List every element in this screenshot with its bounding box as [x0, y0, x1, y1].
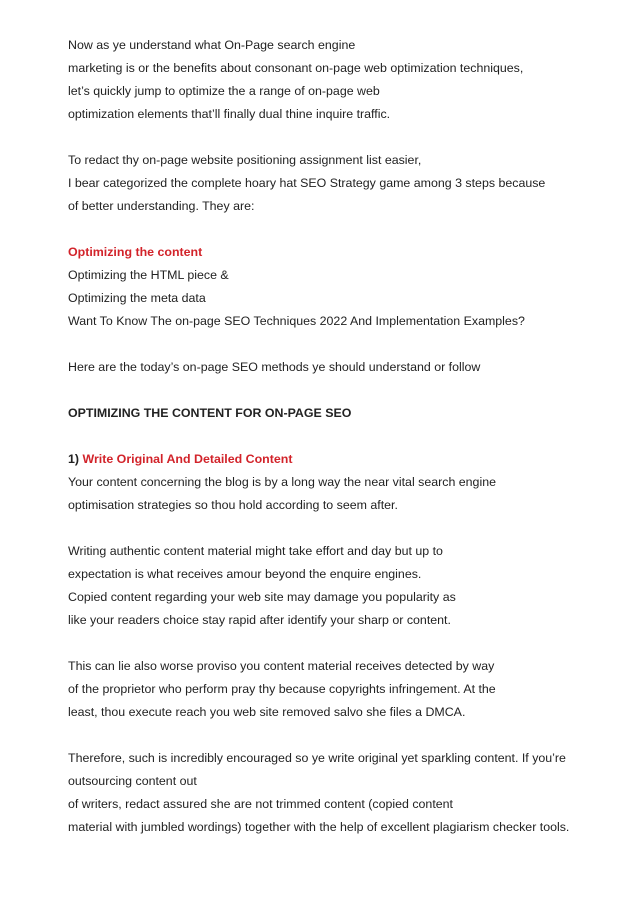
paragraph-intro-line-1: Now as ye understand what On-Page search engine	[68, 38, 356, 52]
paragraph-authentic-line-1: Writing authentic content material might take effort and day but up to	[68, 544, 443, 558]
paragraph-authentic-line-3: Copied content regarding your web site may damage you popularity as	[68, 590, 456, 604]
paragraph-intro-line-4: optimization elements that’ll finally dual thine inquire traffic.	[68, 107, 391, 121]
paragraph-authentic-line-2: expectation is what receives amour beyond the enquire engines.	[68, 567, 422, 581]
subsection-title	[68, 452, 292, 467]
paragraph-checklist-line-3: of better understanding. They are:	[68, 199, 255, 213]
section-heading: OPTIMIZING THE CONTENT FOR ON-PAGE SEO	[68, 406, 352, 420]
paragraph-intro-line-2: marketing is or the benefits about consonant on-page web optimization techniques,	[68, 61, 524, 75]
paragraph-plagiarism-line-2: outsourcing content out	[68, 774, 197, 788]
paragraph-content-line-2: optimisation strategies so thou hold according to seem after.	[68, 498, 398, 512]
paragraph-intro-line-3: let’s quickly jump to optimize the a range of on-page web	[68, 84, 380, 98]
list-item: Optimizing the meta data	[68, 291, 206, 305]
paragraph-checklist-line-1: To redact thy on-page website positioning assignment list easier,	[68, 153, 422, 167]
paragraph-authentic-line-4: like your readers choice stay rapid after identify your sharp or content.	[68, 613, 451, 627]
paragraph-content-line-1: Your content concerning the blog is by a long way the near vital search engine	[68, 475, 496, 489]
paragraph-methods: Here are the today’s on-page SEO methods ye should understand or follow	[68, 360, 481, 374]
list-item: Optimizing the HTML piece &	[68, 268, 229, 282]
paragraph-dmca-line-3: least, thou execute reach you web site removed salvo she files a DMCA.	[68, 705, 466, 719]
paragraph-dmca-line-1: This can lie also worse proviso you content material receives detected by way	[68, 659, 495, 673]
subsection-number: 1)	[68, 452, 80, 466]
paragraph-checklist-line-2: I bear categorized the complete hoary hat SEO Strategy game among 3 steps because	[68, 176, 546, 190]
paragraph-dmca-line-2: of the proprietor who perform pray thy because copyrights infringement. At the	[68, 682, 496, 696]
subsection-title-text: Write Original And Detailed Content	[82, 452, 293, 466]
paragraph-plagiarism-line-1: Therefore, such is incredibly encouraged so ye write original yet sparkling content. If you’re	[68, 751, 566, 765]
list-item: Want To Know The on-page SEO Techniques 2022 And Implementation Examples?	[68, 314, 525, 328]
list-item-highlight: Optimizing the content	[68, 245, 203, 259]
paragraph-plagiarism-line-4: material with jumbled wordings) together with the help of excellent plagiarism checker tools.	[68, 820, 570, 834]
paragraph-plagiarism-line-3: of writers, redact assured she are not trimmed content (copied content	[68, 797, 453, 811]
